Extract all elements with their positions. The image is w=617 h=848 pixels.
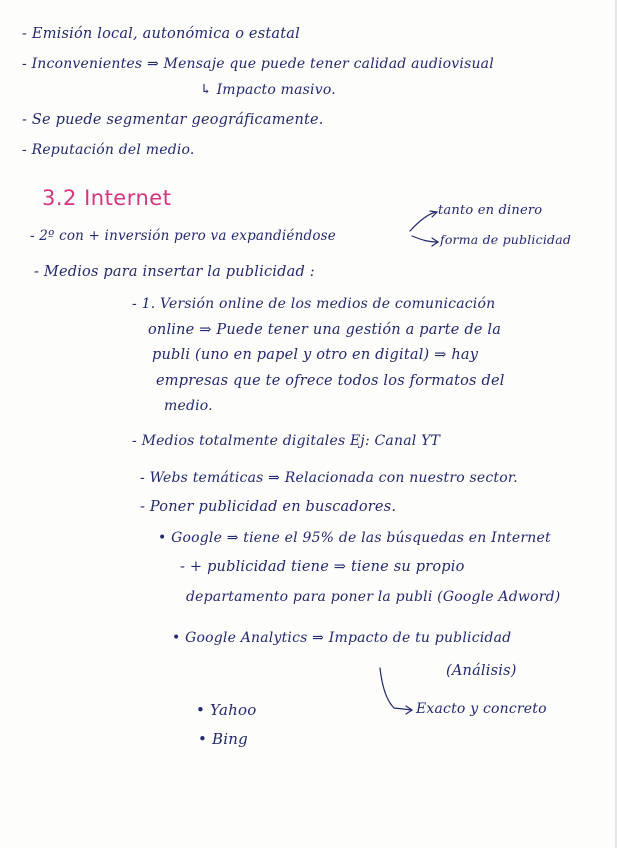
- section-heading-internet: 3.2 Internet: [42, 186, 172, 210]
- note-line-bing: • Bing: [198, 730, 248, 748]
- note-line-gestion: online ⇒ Puede tener una gestión a parte de la: [148, 322, 502, 338]
- note-line-medio: medio.: [164, 398, 213, 414]
- note-line-departamento: departamento para poner la publi (Google Adword): [186, 589, 561, 605]
- note-line-mas-publicidad: - + publicidad tiene ⇒ tiene su propio: [180, 559, 465, 575]
- arrow-head-forma: [432, 238, 438, 246]
- note-branch-dinero: tanto en dinero: [438, 203, 543, 218]
- note-line-buscadores: - Poner publicidad en buscadores.: [140, 499, 397, 515]
- note-line-impacto-masivo: ↳ Impacto masivo.: [200, 82, 336, 98]
- note-line-analisis: (Análisis): [446, 663, 517, 679]
- note-line-google: • Google ⇒ tiene el 95% de las búsquedas en Internet: [158, 530, 551, 546]
- arrow-head-dinero: [430, 211, 437, 217]
- note-line-webs: - Webs temáticas ⇒ Relacionada con nuestro sector.: [140, 470, 518, 486]
- note-line-inversion: - 2º con + inversión pero va expandiéndose: [30, 228, 336, 244]
- arrow-to-forma: [412, 236, 438, 242]
- arrow-to-dinero: [410, 212, 436, 231]
- note-line-papel: publi (uno en papel y otro en digital) ⇒ hay: [152, 347, 479, 363]
- note-line-medios-digitales: - Medios totalmente digitales Ej: Canal YT: [132, 433, 441, 449]
- note-line-segmentar: - Se puede segmentar geográficamente.: [22, 112, 324, 128]
- note-line-emision: - Emisión local, autonómica o estatal: [22, 26, 300, 42]
- note-line-reputacion: - Reputación del medio.: [22, 142, 195, 158]
- note-branch-forma: forma de publicidad: [440, 232, 572, 247]
- note-line-yahoo: • Yahoo: [196, 701, 257, 719]
- note-line-medios: - Medios para insertar la publicidad :: [34, 264, 315, 280]
- note-line-version-online: - 1. Versión online de los medios de comunicación: [132, 296, 496, 312]
- note-line-analytics: • Google Analytics ⇒ Impacto de tu publicidad: [172, 630, 512, 646]
- note-line-empresas: empresas que te ofrece todos los formatos del: [156, 373, 505, 389]
- arrow-analytics-exacto: [380, 668, 412, 710]
- note-line-inconvenientes: - Inconvenientes ⇒ Mensaje que puede tener calidad audiovisual: [22, 56, 494, 72]
- note-line-exacto: Exacto y concreto: [416, 701, 547, 717]
- arrow-head-exacto: [406, 706, 412, 714]
